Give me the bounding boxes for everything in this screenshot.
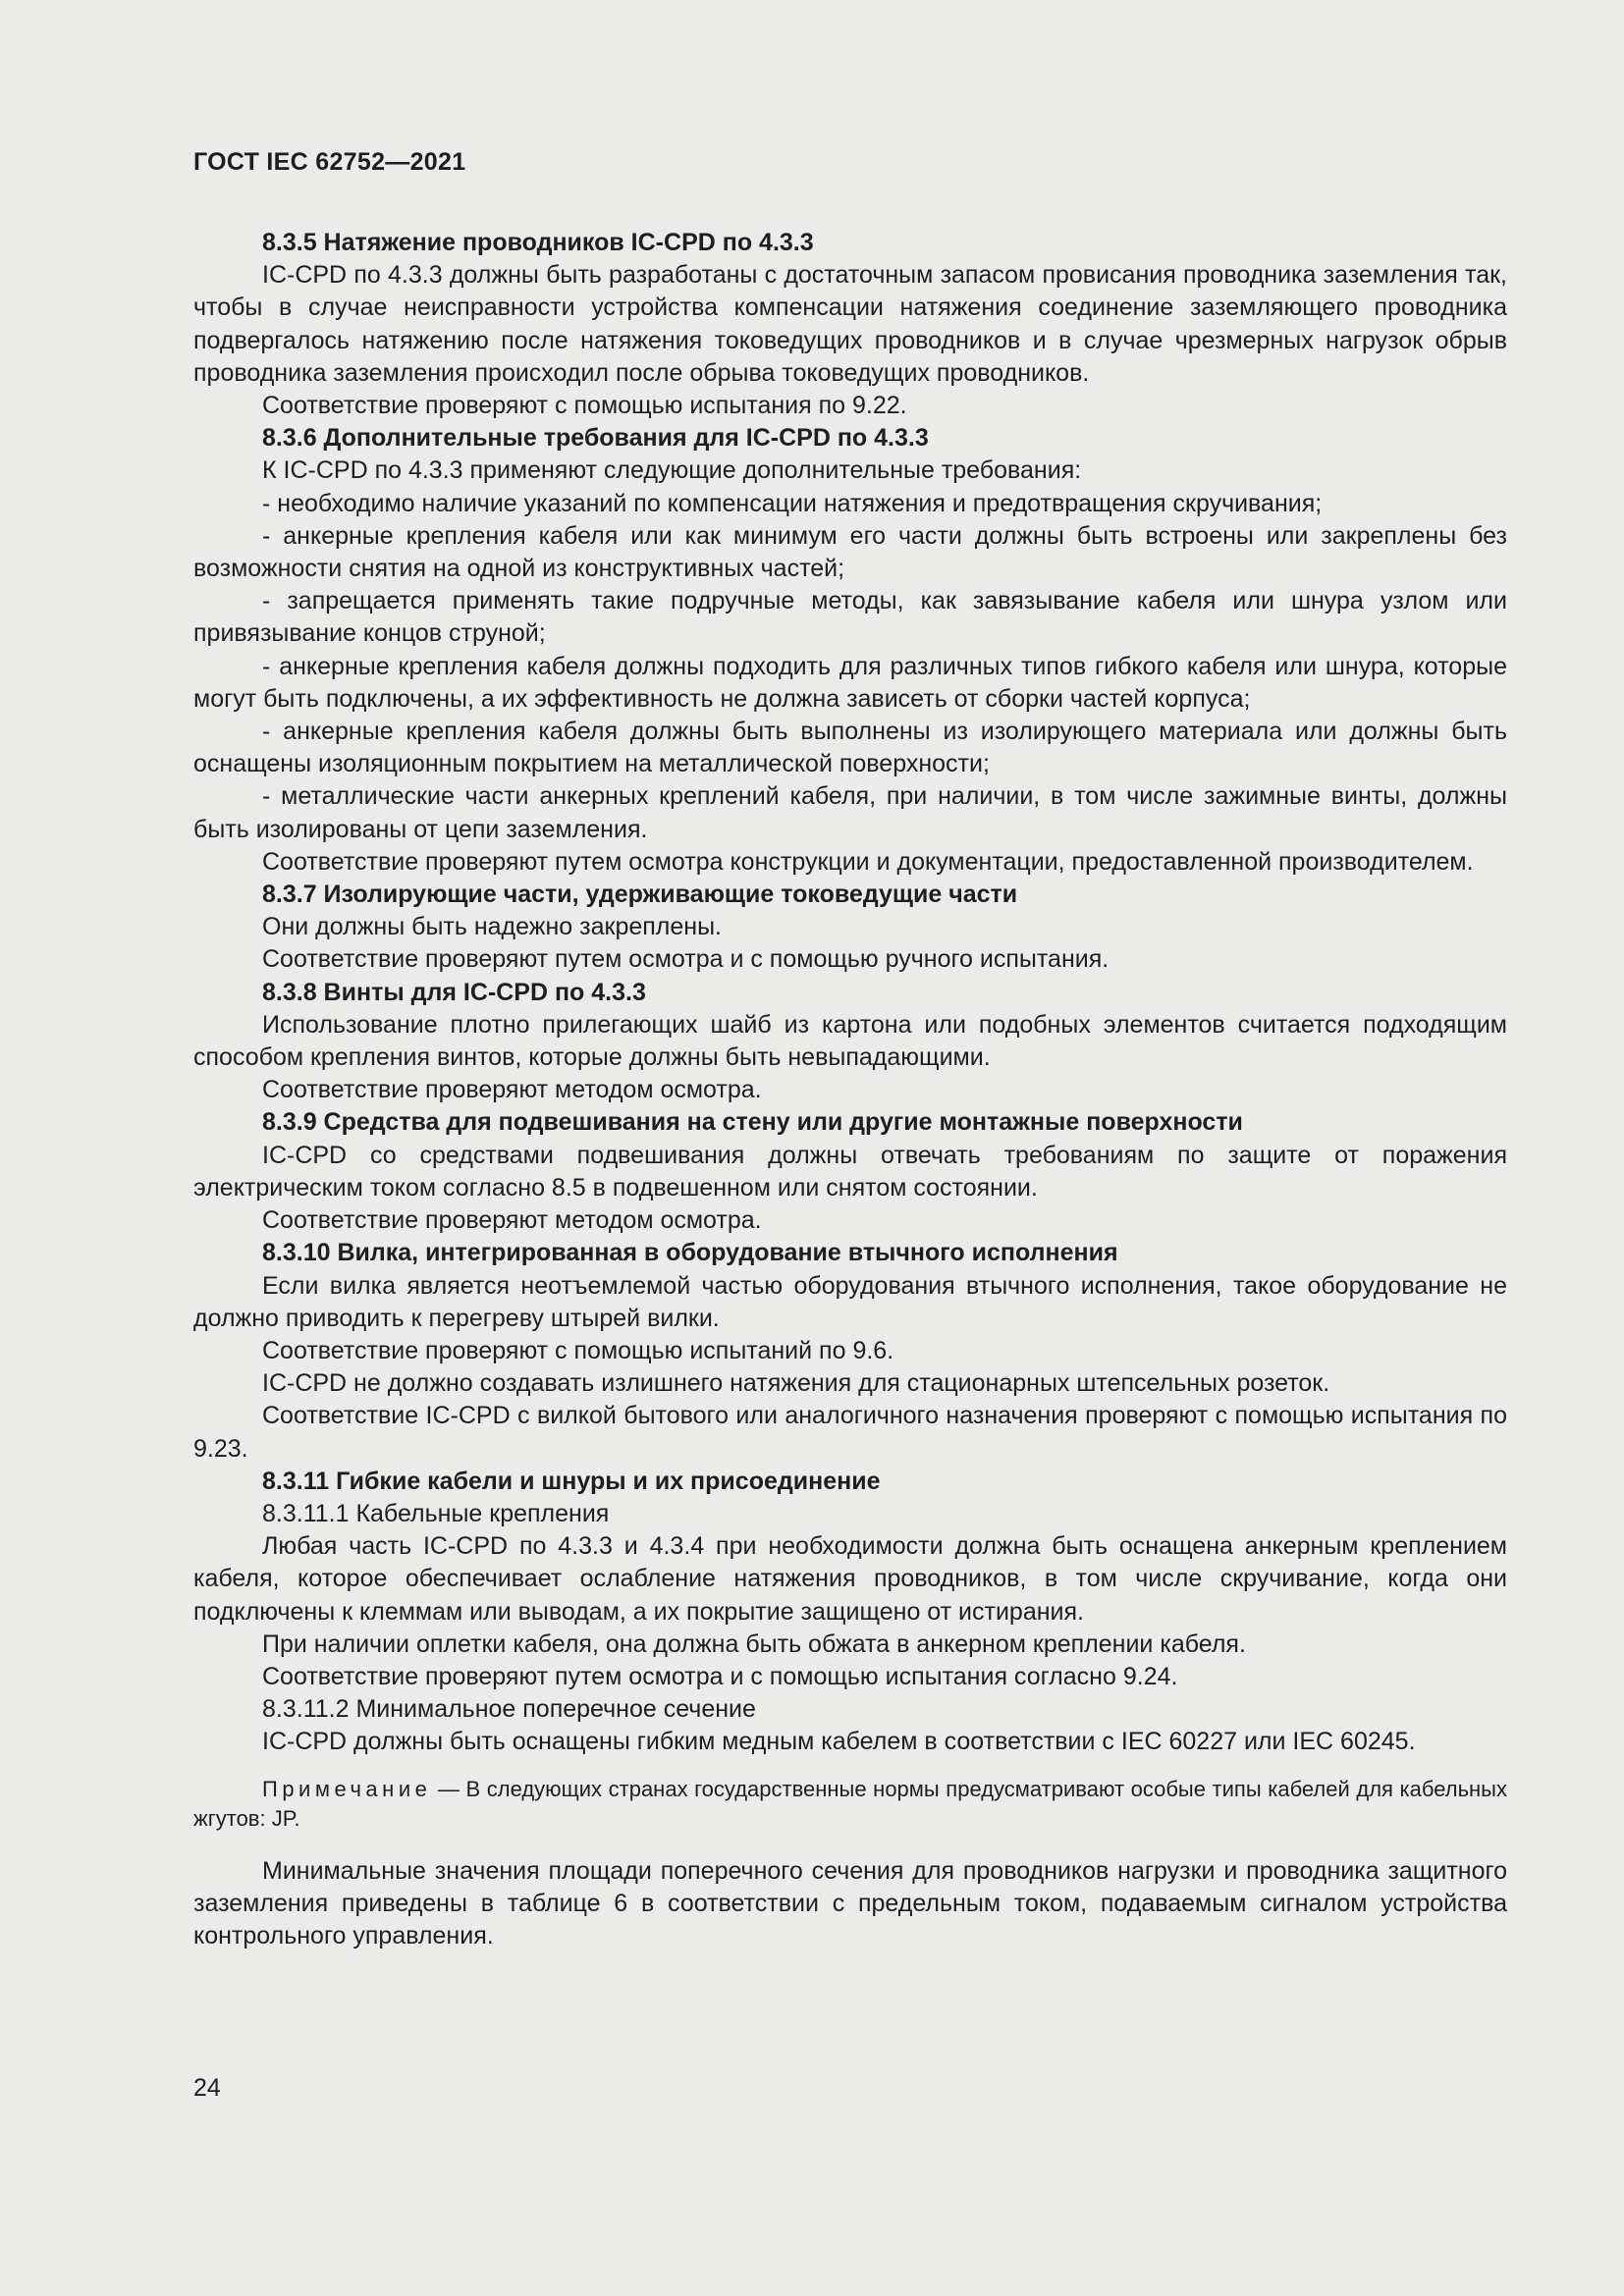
list-item: - запрещается применять такие подручные методы, как завязывание кабеля или шнура узлом или привязывание концов струной; bbox=[193, 587, 1507, 648]
section-heading: 8.3.7 Изолирующие части, удерживающие токоведущие части bbox=[262, 881, 1018, 909]
paragraph: Использование плотно прилегающих шайб из картона или подобных элементов считается подходящим способом крепления винтов, которые должны быть невыпадающими. bbox=[193, 1010, 1507, 1072]
section-heading: 8.3.10 Вилка, интегрированная в оборудование втычного исполнения bbox=[262, 1239, 1118, 1267]
paragraph: При наличии оплетки кабеля, она должна быть обжата в анкерном креплении кабеля. bbox=[262, 1629, 1246, 1658]
document-body bbox=[193, 227, 1507, 1952]
subsection-title: 8.3.11.2 Минимальное поперечное сечение bbox=[262, 1695, 756, 1724]
subsection-title: 8.3.11.1 Кабельные крепления bbox=[262, 1499, 610, 1527]
paragraph: Соответствие проверяют путем осмотра конструкции и документации, предоставленной производителем. bbox=[262, 847, 1474, 876]
list-item: - анкерные крепления кабеля или как минимум его части должны быть встроены или закреплены без возможности снятия на одной из конструктивных частей; bbox=[193, 521, 1507, 583]
section-heading: 8.3.9 Средства для подвешивания на стену или другие монтажные поверхности bbox=[262, 1108, 1243, 1137]
list-item: - анкерные крепления кабеля должны быть выполнены из изолирующего материала или должны быть оснащены изоляционным покрытием на металлической поверхности; bbox=[193, 718, 1507, 778]
section-heading: 8.3.5 Натяжение проводников IC-CPD по 4.3.3 bbox=[262, 229, 814, 256]
paragraph: Соответствие проверяют с помощью испытания по 9.22. bbox=[262, 392, 907, 420]
note-label: Примечание bbox=[262, 1776, 432, 1801]
paragraph: Соответствие проверяют путем осмотра и с помощью ручного испытания. bbox=[262, 945, 1110, 974]
note bbox=[193, 1775, 1507, 1834]
list-item: - анкерные крепления кабеля должны подходить для различных типов гибкого кабеля или шнура, которые могут быть подключены, а их эффективность не должна зависеть от сборки частей корпуса; bbox=[193, 652, 1507, 713]
paragraph: IC-CPD не должно создавать излишнего натяжения для стационарных штепсельных розеток. bbox=[262, 1369, 1330, 1398]
paragraph: Соответствие IC-CPD с вилкой бытового или аналогичного назначения проверяют с помощью испытания по 9.23. bbox=[193, 1402, 1507, 1463]
paragraph: Минимальные значения площади поперечного сечения для проводников нагрузки и проводника защитного заземления приведены в таблице 6 в соответствии с предельным током, подаваемым сигналом устройства контрольного управления. bbox=[193, 1856, 1507, 1949]
note-text: — В следующих странах государственные нормы предусматривают особые типы кабелей для кабельных жгутов: JP. bbox=[193, 1776, 1507, 1831]
page-number: 24 bbox=[193, 2074, 221, 2102]
paragraph: Они должны быть надежно закреплены. bbox=[262, 913, 723, 941]
paragraph: Соответствие проверяют с помощью испытаний по 9.6. bbox=[262, 1336, 894, 1364]
paragraph: IC-CPD по 4.3.3 должны быть разработаны с достаточным запасом провисания проводника заземления так, чтобы в случае неисправности устройства компенсации натяжения соединение заземляющего проводника подвергалось натяжению после натяжения токоведущих проводников и в случае чрезмерных нагрузок обрыв проводника заземления происходил после обрыва токоведущих проводников. bbox=[193, 261, 1507, 387]
section-heading: 8.3.11 Гибкие кабели и шнуры и их присоединение bbox=[262, 1467, 881, 1495]
list-item: - металлические части анкерных креплений кабеля, при наличии, в том числе зажимные винты, должны быть изолированы от цепи заземления. bbox=[193, 782, 1507, 843]
list-item: - необходимо наличие указаний по компенсации натяжения и предотвращения скручивания; bbox=[262, 489, 1323, 517]
paragraph: Если вилка является неотъемлемой частью оборудования втычного исполнения, такое оборудование не должно приводить к перегреву штырей вилки. bbox=[193, 1271, 1507, 1332]
document-header: ГОСТ IEC 62752—2021 bbox=[193, 148, 466, 176]
paragraph: IC-CPD со средствами подвешивания должны отвечать требованиям по защите от поражения электрическим током согласно 8.5 в подвешенном или снятом состоянии. bbox=[193, 1141, 1507, 1201]
section-heading: 8.3.8 Винты для IC-CPD по 4.3.3 bbox=[262, 978, 646, 1006]
paragraph: Соответствие проверяют методом осмотра. bbox=[262, 1076, 762, 1104]
paragraph: Соответствие проверяют путем осмотра и с помощью испытания согласно 9.24. bbox=[262, 1662, 1178, 1690]
paragraph: Любая часть IC-CPD по 4.3.3 и 4.3.4 при необходимости должна быть оснащена анкерным креплением кабеля, которое обеспечивает ослабление натяжения проводников, в том числе скручивание, когда они подключены к клеммам или выводам, а их покрытие защищено от истирания. bbox=[193, 1532, 1507, 1626]
paragraph: К IC-CPD по 4.3.3 применяют следующие дополнительные требования: bbox=[262, 456, 1082, 485]
paragraph: Соответствие проверяют методом осмотра. bbox=[262, 1206, 762, 1235]
section-heading: 8.3.6 Дополнительные требования для IC-CPD по 4.3.3 bbox=[262, 424, 929, 453]
paragraph: IC-CPD должны быть оснащены гибким медным кабелем в соответствии с IEC 60227 или IEC 60245. bbox=[262, 1728, 1416, 1756]
